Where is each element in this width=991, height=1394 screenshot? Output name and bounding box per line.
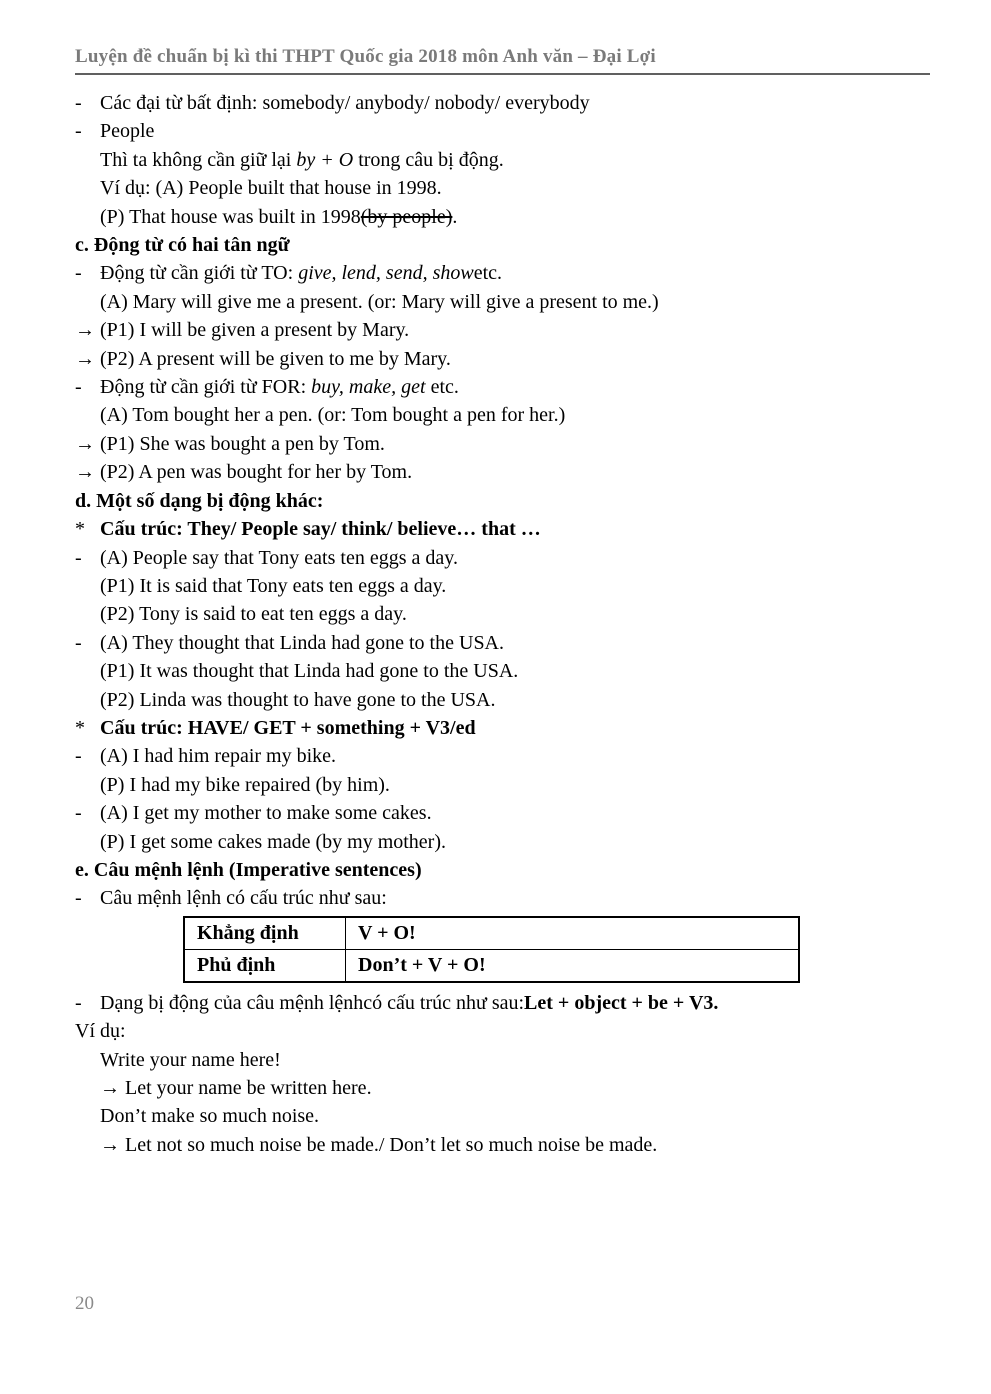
text-segment: (P2) A present will be given to me by Mary. [100, 347, 451, 370]
text-segment: (P) I get some cakes made (by my mother). [100, 830, 447, 853]
text-segment: (P) I had my bike repaired (by him). [100, 773, 390, 796]
text-segment: c. Động từ có hai tân ngữ [75, 234, 290, 257]
text-line [75, 1102, 951, 1130]
text-line [75, 288, 951, 316]
text-line [75, 828, 951, 856]
text-line [75, 686, 951, 714]
text-line [75, 373, 951, 401]
document-body [75, 89, 951, 1159]
text-line [75, 657, 951, 685]
text-line [75, 629, 951, 657]
arrow-icon: → [75, 319, 95, 342]
dash-marker: - [75, 120, 82, 143]
dash-marker: - [75, 991, 82, 1014]
table-cell-label: Khẳng định [184, 917, 346, 950]
dash-marker: - [75, 802, 82, 825]
text-segment: Dạng bị động của câu mệnh lệnhcó cấu trúc như sau: [100, 991, 525, 1014]
text-segment: (A) I had him repair my bike. [100, 745, 337, 768]
text-line [75, 989, 951, 1017]
page-number: 20 [75, 1293, 94, 1314]
text-segment: . [452, 205, 458, 228]
arrow-icon: → [75, 432, 95, 455]
text-line [75, 117, 951, 145]
text-line [75, 771, 951, 799]
text-segment: (A) Mary will give me a present. (or: Mary will give a present to me.) [100, 290, 659, 313]
text-line [75, 487, 951, 515]
text-segment: (P) That house was built in 1998 [100, 205, 361, 228]
text-line [75, 515, 951, 543]
text-segment: (P2) A pen was bought for her by Tom. [100, 461, 413, 484]
text-line [75, 401, 951, 429]
text-line [75, 430, 951, 458]
text-line [75, 742, 951, 770]
text-line [75, 572, 951, 600]
text-segment: People [100, 120, 155, 143]
imperative-structure-table-wrap [183, 916, 951, 983]
text-line [75, 203, 951, 231]
dash-marker: - [75, 92, 82, 114]
dash-marker: - [75, 262, 82, 285]
text-block-bottom [75, 989, 951, 1159]
text-segment: Cấu trúc: They/ People say/ think/ believe… that … [100, 518, 541, 541]
text-line [75, 316, 951, 344]
text-block-top [75, 89, 951, 913]
text-line [75, 1046, 951, 1074]
dash-marker: - [75, 887, 82, 910]
table-row [184, 949, 799, 982]
text-segment: by + O [296, 148, 354, 171]
text-segment: (by people) [360, 205, 453, 228]
dash-marker: - [75, 631, 82, 654]
text-segment: give, lend, send, show [298, 262, 474, 285]
text-segment: Động từ cần giới từ TO: [100, 262, 299, 285]
table-cell-value: Don’t + V + O! [346, 949, 800, 982]
text-segment: Don’t make so much noise. [100, 1105, 320, 1128]
text-segment: (P2) Linda was thought to have gone to the USA. [100, 688, 496, 711]
header-title: Luyện đề chuẩn bị kì thi THPT Quốc gia 2018 môn Anh văn – Đại Lợi [75, 46, 656, 67]
text-segment: e. Câu mệnh lệnh (Imperative sentences) [75, 858, 422, 881]
dash-marker: - [75, 376, 82, 399]
dash-marker: - [75, 546, 82, 569]
text-line [75, 1017, 951, 1045]
text-line [75, 544, 951, 572]
asterisk-marker: * [75, 716, 85, 739]
text-line [75, 174, 951, 202]
text-segment: → Let your name be written here. [100, 1077, 372, 1099]
text-line [75, 231, 951, 259]
table-cell-value: V + O! [346, 917, 800, 950]
text-segment: Câu mệnh lệnh có cấu trúc như sau: [100, 887, 387, 910]
asterisk-marker: * [75, 518, 85, 541]
text-segment: (A) I get my mother to make some cakes. [100, 802, 432, 825]
text-segment: (P1) It was thought that Linda had gone to the USA. [100, 660, 519, 683]
text-segment: d. Một số dạng bị động khác: [75, 489, 324, 512]
text-segment: (P1) I will be given a present by Mary. [100, 319, 410, 342]
imperative-structure-table [183, 916, 800, 983]
text-segment: etc. [425, 376, 459, 399]
text-line [75, 799, 951, 827]
text-line [75, 259, 951, 287]
text-segment: (P2) Tony is said to eat ten eggs a day. [100, 603, 407, 626]
text-segment: Thì ta không cần giữ lại [100, 148, 297, 171]
arrow-icon: → [75, 461, 95, 484]
text-line [75, 89, 951, 117]
text-segment: Let + object + be + V3. [524, 991, 719, 1014]
page-header [75, 46, 930, 75]
text-line [75, 1131, 951, 1159]
text-segment: etc. [473, 262, 503, 285]
text-line [75, 1074, 951, 1102]
text-line [75, 856, 951, 884]
text-segment: (A) Tom bought her a pen. (or: Tom bought a pen for her.) [100, 404, 566, 427]
text-segment: (P1) She was bought a pen by Tom. [100, 432, 385, 455]
text-segment: (A) They thought that Linda had gone to the USA. [100, 631, 505, 654]
text-line [75, 458, 951, 486]
text-segment: Các đại từ bất định: somebody/ anybody/ nobody/ everybody [100, 92, 590, 114]
text-segment: Write your name here! [100, 1048, 281, 1071]
text-line [75, 146, 951, 174]
text-segment: Động từ cần giới từ FOR: [100, 376, 312, 399]
text-line [75, 714, 951, 742]
text-segment: Ví dụ: [75, 1020, 126, 1043]
text-segment: buy, make, get [311, 376, 426, 399]
text-line [75, 884, 951, 912]
text-segment: → Let not so much noise be made./ Don’t let so much noise be made. [100, 1133, 658, 1156]
table-row [184, 917, 799, 950]
dash-marker: - [75, 745, 82, 768]
text-segment: trong câu bị động. [353, 148, 504, 171]
text-line [75, 345, 951, 373]
text-segment: Ví dụ: (A) People built that house in 1998. [100, 177, 442, 200]
arrow-icon: → [75, 347, 95, 370]
text-line [75, 600, 951, 628]
table-cell-label: Phủ định [184, 949, 346, 982]
text-segment: Cấu trúc: HAVE/ GET + something + V3/ed [100, 716, 476, 739]
text-segment: (P1) It is said that Tony eats ten eggs a day. [100, 574, 447, 597]
text-segment: (A) People say that Tony eats ten eggs a day. [100, 546, 458, 569]
